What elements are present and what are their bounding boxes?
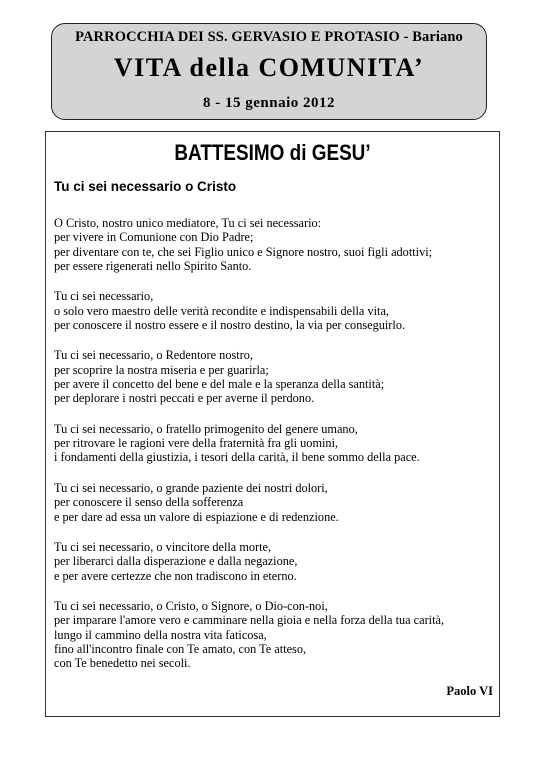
text-line: Tu ci sei necessario, o vincitore della morte, [54, 539, 272, 554]
text-line: O Cristo, nostro unico mediatore, Tu ci sei necessario: [54, 216, 322, 230]
text-line: per scoprire la nostra miseria e per guarirla; [54, 362, 269, 377]
text-line: per conoscere il senso della sofferenza [54, 495, 244, 510]
stanza-1 [54, 216, 498, 273]
text-line: e per avere certezze che non tradiscono in eterno. [54, 568, 297, 583]
text-line: per ritrovare le ragioni vere della fraternità fra gli uomini, [54, 436, 339, 451]
text-line: lungo il cammino della nostra vita faticosa, [54, 627, 267, 642]
text-line: e per dare ad essa un valore di espiazione e di redenzione. [54, 509, 339, 524]
issue-dates: 8 - 15 gennaio 2012 [202, 95, 335, 111]
article-title: BATTESIMO di GESU’ [174, 140, 371, 165]
stanza-7 [54, 599, 498, 671]
text-line: i fondamenti della giustizia, i tesori della carità, il bene sommo della pace. [54, 450, 420, 465]
stanza-6 [54, 540, 498, 583]
stanza-3 [54, 348, 498, 405]
text-line: Tu ci sei necessario, o Cristo, o Signore, o Dio-con-noi, [54, 598, 328, 613]
text-line: per essere rigenerati nello Spirito Santo. [54, 259, 252, 274]
text-line: per avere il concetto del bene e del male e la speranza della santità; [54, 377, 385, 392]
stanza-5 [54, 481, 498, 524]
newsletter-title: VITA della COMUNITA’ [113, 53, 425, 82]
text-line: per imparare l'amore vero e camminare nella gioia e nella forza della tua carità, [54, 613, 445, 628]
stanza-4 [54, 422, 498, 465]
text-line: con Te benedetto nei secoli. [54, 656, 191, 671]
prayer-text [54, 216, 498, 687]
text-line: per conoscere il nostro essere e il nostro destino, la via per conseguirlo. [54, 318, 406, 333]
newsletter-header [51, 23, 487, 120]
text-line: o solo vero maestro delle verità recondite e indispensabili della vita, [54, 303, 389, 318]
text-line: per liberarci dalla disperazione e dalla negazione, [54, 554, 298, 569]
text-line: fino all'incontro finale con Te amato, con Te atteso, [54, 641, 307, 656]
text-line: per diventare con te, che sei Figlio unico e Signore nostro, suoi figli adottivi; [54, 244, 433, 259]
author-signature: Paolo VI [446, 684, 493, 698]
text-line: Tu ci sei necessario, [54, 289, 154, 304]
text-line: per deplorare i nostri peccati e per averne il perdono. [54, 391, 315, 406]
text-line: Tu ci sei necessario, o fratello primogenito del genere umano, [54, 421, 358, 436]
article-subtitle: Tu ci sei necessario o Cristo [54, 179, 237, 194]
stanza-2 [54, 289, 498, 332]
article-frame [45, 131, 500, 717]
text-line: per vivere in Comunione con Dio Padre; [54, 230, 254, 245]
text-line: Tu ci sei necessario, o Redentore nostro, [54, 348, 253, 363]
parish-name: PARROCCHIA DEI SS. GERVASIO E PROTASIO - Bariano [75, 29, 463, 45]
text-line: Tu ci sei necessario, o grande paziente dei nostri dolori, [54, 480, 328, 495]
